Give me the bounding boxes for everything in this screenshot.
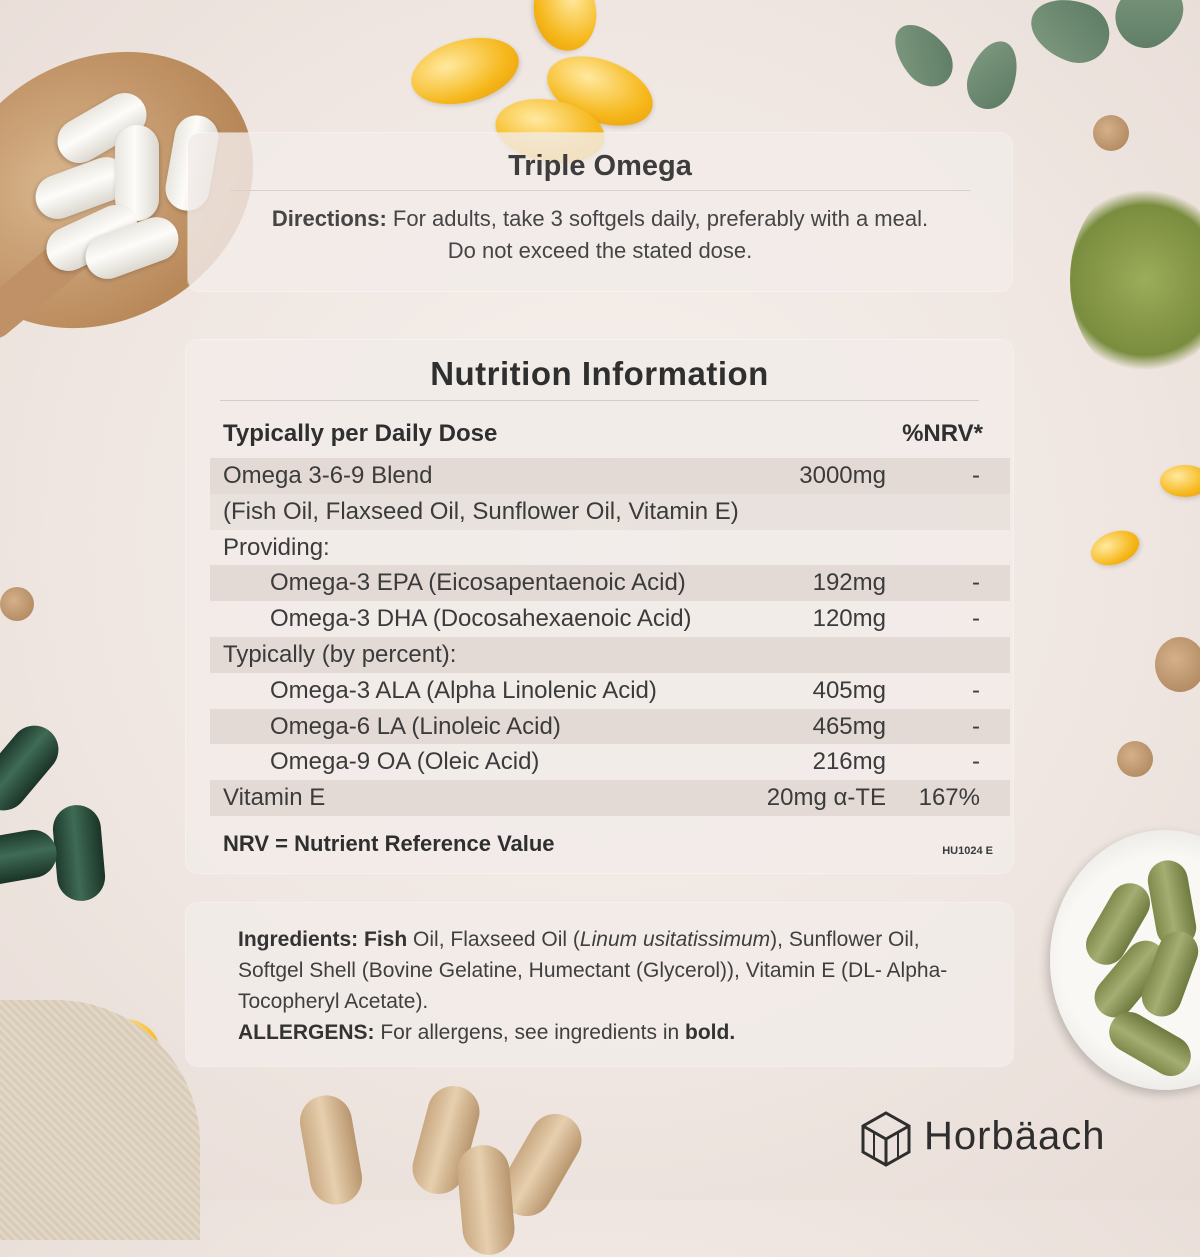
row-nrv: - <box>972 748 980 776</box>
brown-tablet <box>0 587 34 621</box>
directions-panel <box>188 133 1012 291</box>
brand-name: Horbäach <box>924 1114 1106 1158</box>
table-row <box>210 744 1010 780</box>
allergens-bold: bold. <box>685 1021 736 1044</box>
header-nrv: %NRV* <box>902 420 983 447</box>
row-amount: 465mg <box>812 712 886 740</box>
row-nrv: - <box>972 462 980 489</box>
nutrition-table <box>210 458 1010 816</box>
directions-text <box>188 203 1012 267</box>
ingredients-part-2: ), Sunflower Oil, Softgel Shell (Bovine Gelatine, Humectant (Glycerol)), Vitamin E (DL- Alpha-Tocopheryl Acetate). <box>238 928 948 1013</box>
row-amount: 20mg α-TE <box>766 784 886 812</box>
ingredients-latin-name: Linum usitatissimum <box>579 928 771 951</box>
table-row <box>210 709 1010 745</box>
table-row <box>210 530 1010 566</box>
table-row <box>210 780 1010 816</box>
omega-softgel <box>404 27 526 115</box>
brown-tablet <box>1093 115 1129 151</box>
row-name: Omega-3 ALA (Alpha Linolenic Acid) <box>270 676 657 704</box>
omega-softgel <box>1160 465 1200 497</box>
row-name: Omega-3 EPA (Eicosapentaenoic Acid) <box>270 569 686 597</box>
omega-softgel <box>1086 524 1144 571</box>
directions-label: Directions: <box>271 206 387 231</box>
row-nrv: - <box>972 569 980 597</box>
row-name: Omega-9 OA (Oleic Acid) <box>270 748 540 776</box>
row-nrv: - <box>972 712 980 740</box>
ingredients-panel <box>186 903 1013 1066</box>
table-row <box>210 637 1010 673</box>
green-powder <box>1070 180 1200 380</box>
row-name: Vitamin E <box>223 784 326 812</box>
eucalyptus-leaf <box>1105 0 1196 58</box>
row-name: Providing: <box>223 533 330 561</box>
spirulina-tablet <box>0 716 68 820</box>
beige-tablet <box>296 1091 366 1208</box>
ingredients-label: Ingredients: <box>238 928 359 951</box>
allergen-word: Fish <box>358 928 408 951</box>
eucalyptus-leaf <box>959 34 1026 116</box>
eucalyptus-leaf <box>883 13 963 96</box>
eucalyptus-leaf <box>1022 0 1118 72</box>
row-name: Omega-3 DHA (Docosahexaenoic Acid) <box>270 605 692 633</box>
row-amount: 216mg <box>812 748 886 776</box>
product-title: Triple Omega <box>508 150 692 182</box>
row-name: Omega 3-6-9 Blend <box>223 462 433 489</box>
row-amount: 3000mg <box>799 462 886 489</box>
table-row <box>210 458 1010 494</box>
nutrition-panel <box>186 340 1013 873</box>
allergens-text: For allergens, see ingredients in <box>374 1021 685 1044</box>
row-name: (Fish Oil, Flaxseed Oil, Sunflower Oil, Vitamin E) <box>223 497 739 525</box>
nrv-footnote: NRV = Nutrient Reference Value <box>223 831 555 856</box>
table-row <box>210 565 1010 601</box>
brown-tablet <box>1117 741 1153 777</box>
nutrition-header <box>223 416 983 452</box>
row-nrv: - <box>972 605 980 633</box>
table-row <box>210 494 1010 530</box>
header-dose: Typically per Daily Dose <box>223 420 498 447</box>
table-row <box>210 601 1010 637</box>
product-code: HU1024 E <box>942 845 993 857</box>
row-amount: 405mg <box>812 676 886 704</box>
ingredients-text <box>238 924 973 1048</box>
divider <box>220 400 979 401</box>
row-amount: 120mg <box>812 605 886 633</box>
nutrition-title: Nutrition Information <box>430 355 769 392</box>
spirulina-tablet <box>51 803 107 903</box>
row-name: Omega-6 LA (Linoleic Acid) <box>270 712 561 740</box>
omega-softgel <box>528 0 603 56</box>
hexagon-cube-logo-icon <box>860 1111 912 1167</box>
brown-tablet <box>1155 637 1200 692</box>
linen-cloth <box>0 1000 200 1240</box>
directions-line-1: For adults, take 3 softgels daily, preferably with a meal. <box>386 206 929 231</box>
divider <box>230 190 970 191</box>
row-name: Typically (by percent): <box>223 640 457 668</box>
row-nrv: 167% <box>918 784 980 812</box>
row-nrv: - <box>972 676 980 704</box>
directions-line-2: Do not exceed the stated dose. <box>447 238 753 263</box>
allergens-label: ALLERGENS: <box>238 1021 375 1044</box>
row-amount: 192mg <box>812 569 886 597</box>
brand-logo <box>860 1111 1180 1171</box>
spirulina-tablet <box>0 826 60 890</box>
ingredients-part-1: Oil, Flaxseed Oil ( <box>407 928 580 951</box>
table-row <box>210 673 1010 709</box>
